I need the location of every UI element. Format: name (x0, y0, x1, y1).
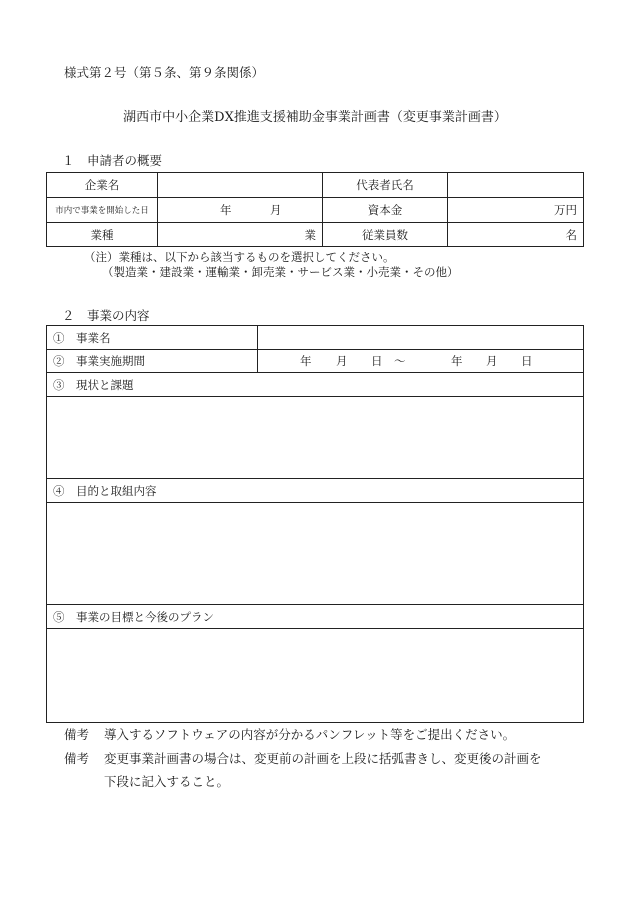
start-date-month-unit: 月 (270, 203, 282, 217)
period-start-month: 月 (336, 354, 348, 368)
start-date-year-unit: 年 (220, 203, 232, 217)
current-issues-label: ③ 現状と課題 (47, 373, 584, 397)
company-name-field[interactable] (158, 173, 323, 198)
representative-label: 代表者氏名 (323, 173, 448, 198)
industry-unit: 業 (304, 227, 316, 242)
form-number: 様式第２号（第５条、第９条関係） (64, 65, 265, 80)
project-period-field[interactable] (258, 350, 584, 373)
industry-note-line1: （注）業種は、以下から該当するものを選択してください。 (84, 250, 395, 264)
remark1-label: 備考 (64, 727, 90, 742)
project-period-label: ② 事業実施期間 (47, 350, 258, 373)
document-title: 湖西市中小企業DX推進支援補助金事業計画書（変更事業計画書） (123, 110, 507, 125)
capital-label: 資本金 (323, 198, 448, 223)
objectives-label: ④ 目的と取組内容 (47, 479, 584, 503)
capital-unit: 万円 (554, 203, 577, 217)
period-tilde: ～ (394, 354, 406, 368)
section1-heading: １ 申請者の概要 (62, 153, 163, 168)
objectives-field[interactable] (47, 503, 584, 605)
business-content-table (46, 325, 584, 723)
start-date-field[interactable] (158, 198, 323, 223)
employees-unit: 名 (565, 227, 577, 242)
project-name-field[interactable] (258, 326, 584, 350)
start-date-label: 市内で事業を開始した日 (47, 198, 158, 223)
goals-plan-label: ⑤ 事業の目標と今後のプラン (47, 605, 584, 629)
section2-heading: ２ 事業の内容 (62, 308, 150, 323)
employees-field[interactable] (448, 223, 584, 247)
period-start-day: 日 (371, 354, 383, 368)
period-start-year: 年 (300, 354, 312, 368)
goals-plan-field[interactable] (47, 629, 584, 723)
industry-note-line2: （製造業・建設業・運輸業・卸売業・サービス業・小売業・その他） (102, 265, 459, 279)
remark2-text-line2: 下段に記入すること。 (104, 774, 230, 789)
industry-field[interactable] (158, 223, 323, 247)
project-name-label: ① 事業名 (47, 326, 258, 350)
industry-label: 業種 (47, 223, 158, 247)
applicant-overview-table (46, 172, 584, 247)
representative-field[interactable] (448, 173, 584, 198)
period-end-year: 年 (451, 354, 463, 368)
capital-field[interactable] (448, 198, 584, 223)
remark2-label: 備考 (64, 751, 90, 766)
current-issues-field[interactable] (47, 397, 584, 479)
employees-label: 従業員数 (323, 223, 448, 247)
period-end-month: 月 (486, 354, 498, 368)
period-end-day: 日 (521, 354, 533, 368)
remark2-text-line1: 変更事業計画書の場合は、変更前の計画を上段に括弧書きし、変更後の計画を (104, 751, 542, 766)
remark1-text: 導入するソフトウェアの内容が分かるパンフレット等をご提出ください。 (104, 727, 516, 742)
company-name-label: 企業名 (47, 173, 158, 198)
